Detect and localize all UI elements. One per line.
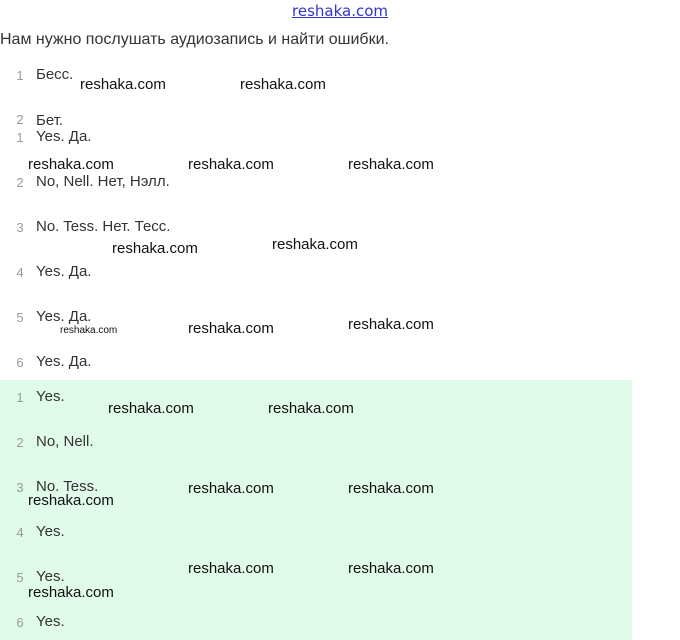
intro-text: Нам нужно послушать аудиозапись и найти ошибки. (0, 31, 389, 48)
line-text: Бесс. (36, 66, 74, 83)
line-text: No, Nell. Нет, Нэлл. (36, 173, 170, 190)
line-number: 3 (16, 220, 24, 235)
line-number: 5 (16, 570, 24, 585)
line-text: Yes. Да. (36, 308, 92, 325)
watermark: reshaka.com (28, 584, 114, 601)
line-number: 2 (16, 112, 24, 127)
line-text: Yes. (36, 523, 65, 540)
line-text: Yes. Да. (36, 263, 92, 280)
watermark: reshaka.com (108, 400, 194, 417)
site-link[interactable]: reshaka.com (292, 2, 388, 20)
line-number: 6 (16, 615, 24, 630)
watermark: reshaka.com (348, 156, 434, 173)
line-text: Yes. Да. (36, 128, 92, 145)
watermark: reshaka.com (268, 400, 354, 417)
line-number: 1 (16, 130, 24, 145)
line-text: Yes. (36, 568, 65, 585)
line-number: 2 (16, 175, 24, 190)
line-text: No. Tess. Нет. Тесс. (36, 218, 171, 235)
watermark: reshaka.com (240, 76, 326, 93)
watermark: reshaka.com (188, 320, 274, 337)
watermark: reshaka.com (272, 236, 358, 253)
watermark: reshaka.com (348, 316, 434, 333)
watermark: reshaka.com (188, 560, 274, 577)
watermark: reshaka.com (188, 480, 274, 497)
watermark: reshaka.com (112, 240, 198, 257)
watermark: reshaka.com (28, 492, 114, 509)
line-text: No. Tess. (36, 478, 99, 495)
line-number: 3 (16, 480, 24, 495)
watermark: reshaka.com (60, 325, 118, 336)
line-number: 4 (16, 525, 24, 540)
watermark: reshaka.com (348, 560, 434, 577)
watermark: reshaka.com (348, 480, 434, 497)
line-number: 2 (16, 435, 24, 450)
line-text: Yes. (36, 613, 65, 630)
watermark: reshaka.com (80, 76, 166, 93)
line-text: No, Nell. (36, 433, 94, 450)
line-number: 1 (16, 68, 24, 83)
line-text: Yes. (36, 388, 65, 405)
line-text: Бет. (36, 112, 64, 129)
watermark: reshaka.com (188, 156, 274, 173)
watermark: reshaka.com (28, 156, 114, 173)
line-number: 4 (16, 265, 24, 280)
answer-panel (0, 380, 632, 640)
line-number: 5 (16, 310, 24, 325)
line-number: 6 (16, 355, 24, 370)
line-text: Yes. Да. (36, 353, 92, 370)
line-number: 1 (16, 390, 24, 405)
